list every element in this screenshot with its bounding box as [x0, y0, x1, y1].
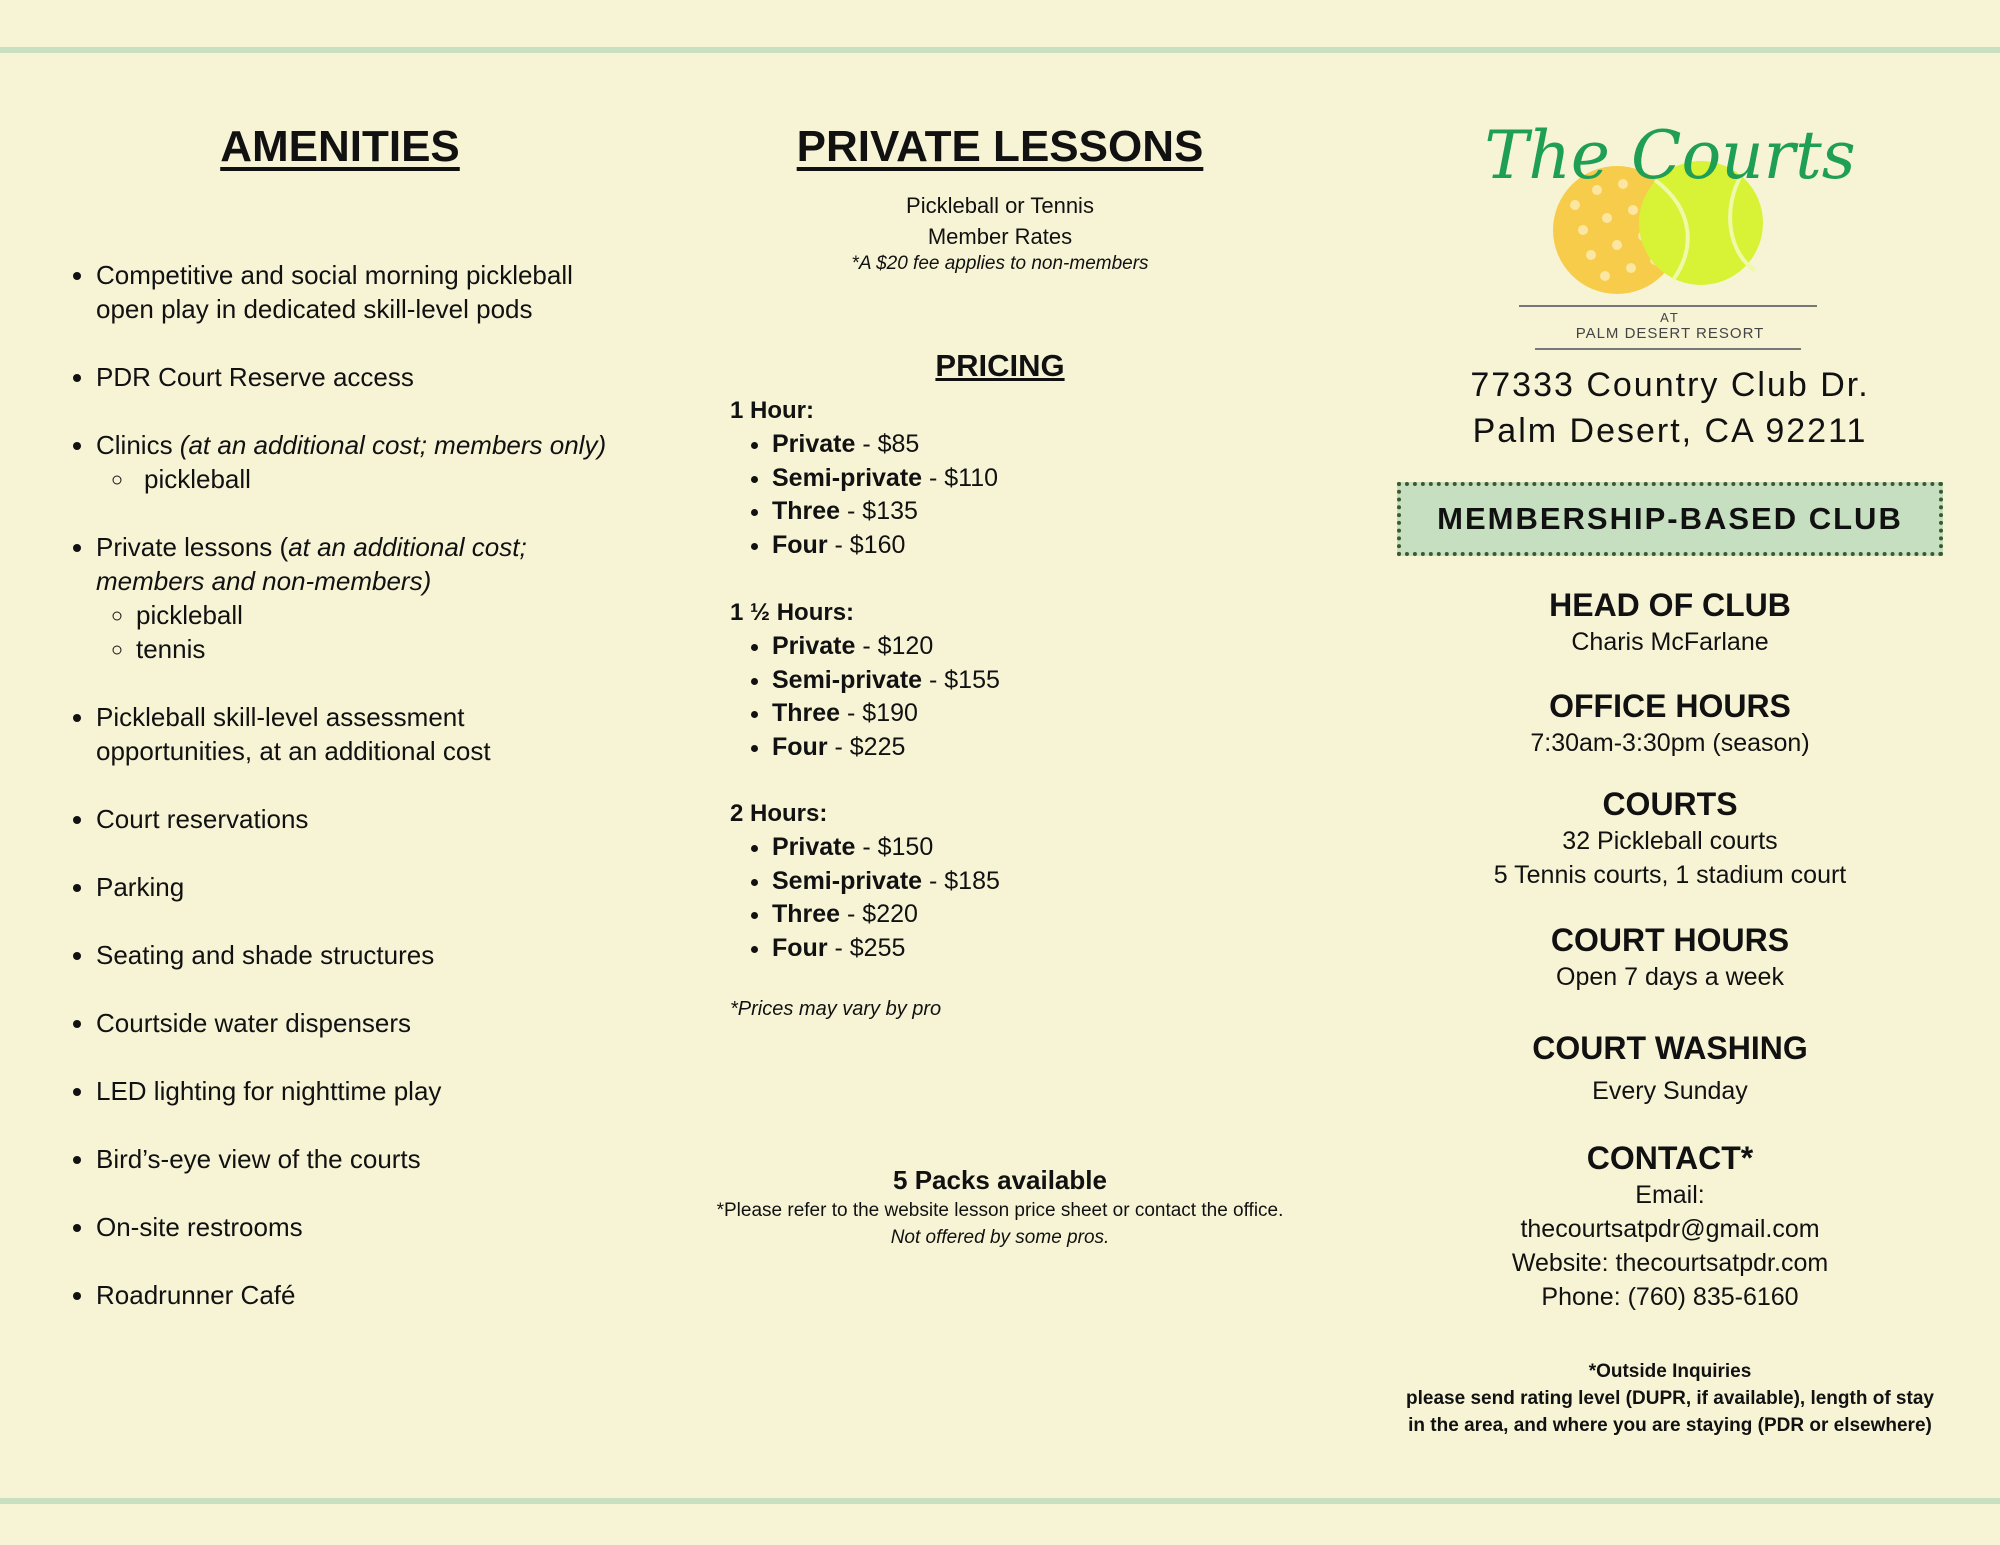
washing-title: COURT WASHING — [1532, 1030, 1808, 1066]
head-name: Charis McFarlane — [1571, 628, 1769, 656]
list-item: ◦ tennis — [136, 632, 616, 666]
the-courts-logo — [1484, 80, 1856, 360]
address-line-2: Palm Desert, CA 92211 — [1472, 412, 1868, 450]
price-row: • Private - $85 — [772, 428, 1290, 462]
price-row: • Private - $150 — [772, 831, 1290, 865]
contact-section — [1395, 1138, 1945, 1314]
price-row: • Four - $160 — [772, 529, 1290, 563]
fee-note: *A $20 fee applies to non-members — [851, 253, 1149, 274]
price-row: • Four - $225 — [772, 731, 1290, 765]
court-hours-title: COURT HOURS — [1550, 922, 1790, 958]
courts-line-1: 32 Pickleball courts — [1562, 827, 1778, 855]
website-link[interactable]: Website: thecourtsatpdr.com — [1511, 1249, 1829, 1277]
lessons-subtitle-rates: Member Rates — [927, 224, 1073, 249]
list-item: • Bird’s-eye view of the courts — [96, 1142, 616, 1176]
tier-heading: 1 ½ Hours: — [730, 599, 855, 626]
price-row: • Semi-private - $110 — [772, 462, 1290, 496]
price-row: • Three - $190 — [772, 697, 1290, 731]
amenities-title: AMENITIES — [220, 122, 460, 171]
private-label: Private lessons ( — [96, 532, 289, 562]
price-row: • Semi-private - $185 — [772, 865, 1290, 899]
price-row: • Three - $135 — [772, 495, 1290, 529]
lessons-subtitle-sport: Pickleball or Tennis — [906, 193, 1094, 218]
list-item: ◦ pickleball — [136, 462, 616, 496]
office-hours: 7:30am-3:30pm (season) — [1530, 729, 1810, 757]
tier-price-list — [730, 428, 1290, 562]
washing-day: Every Sunday — [1592, 1077, 1748, 1105]
packs-note: Not offered by some pros. — [890, 1227, 1110, 1248]
tier-price-list — [730, 831, 1290, 965]
court-hours-section — [1395, 920, 1945, 994]
list-item: • PDR Court Reserve access — [96, 360, 616, 394]
packs-section — [700, 1163, 1300, 1251]
outside-inquiries — [1395, 1358, 1945, 1439]
office-hours-section — [1395, 686, 1945, 760]
list-item — [96, 530, 616, 666]
list-item: • On-site restrooms — [96, 1210, 616, 1244]
email-link[interactable]: thecourtsatpdr@gmail.com — [1520, 1215, 1820, 1243]
phone-number[interactable]: Phone: (760) 835-6160 — [1541, 1283, 1799, 1311]
outside-title: *Outside Inquiries — [1588, 1361, 1752, 1382]
list-item: • LED lighting for nighttime play — [96, 1074, 616, 1108]
lessons-subtitle — [700, 190, 1300, 276]
court-hours: Open 7 days a week — [1556, 963, 1784, 991]
contact-title: CONTACT* — [1586, 1140, 1754, 1176]
membership-badge: MEMBERSHIP-BASED CLUB — [1397, 482, 1943, 556]
lessons-title: PRIVATE LESSONS — [796, 122, 1204, 171]
list-item — [96, 428, 616, 496]
clinics-label: Clinics — [96, 430, 180, 460]
price-row: • Private - $120 — [772, 630, 1290, 664]
logo-resort-text: PALM DESERT RESORT — [1575, 325, 1765, 342]
private-note: at an additional cost; members and non-members) — [96, 532, 527, 596]
list-item: • Courtside water dispensers — [96, 1006, 616, 1040]
clinics-sublist — [96, 462, 616, 496]
packs-title: 5 Packs available — [893, 1165, 1107, 1195]
outside-text: please send rating level (DUPR, if available), length of stay in the area, and where you are staying (PDR or elsewhere) — [1406, 1388, 1934, 1436]
tier-heading: 1 Hour: — [730, 397, 814, 424]
head-title: HEAD OF CLUB — [1549, 587, 1791, 623]
logo-script-text: The Courts — [1484, 117, 1856, 194]
private-sublist — [96, 598, 616, 666]
tier-heading: 2 Hours: — [730, 800, 828, 827]
office-title: OFFICE HOURS — [1549, 688, 1791, 724]
list-item: • Roadrunner Café — [96, 1278, 616, 1312]
court-washing-section — [1395, 1028, 1945, 1108]
pricing-title: PRICING — [935, 348, 1065, 383]
bottom-rule — [0, 1498, 2000, 1504]
list-item: • Parking — [96, 870, 616, 904]
list-item: • Court reservations — [96, 802, 616, 836]
top-rule — [0, 47, 2000, 53]
packs-text: *Please refer to the website lesson price sheet or contact the office. — [716, 1200, 1284, 1221]
price-row: • Four - $255 — [772, 932, 1290, 966]
pricing-tier-1-5-hours — [730, 596, 1290, 764]
email-label: Email: — [1635, 1181, 1705, 1209]
address — [1395, 362, 1945, 454]
courts-line-2: 5 Tennis courts, 1 stadium court — [1493, 861, 1847, 889]
head-of-club-section — [1395, 585, 1945, 659]
amenities-list — [60, 258, 616, 1346]
courts-section — [1395, 784, 1945, 892]
list-item: • Seating and shade structures — [96, 938, 616, 972]
list-item: • Pickleball skill-level assessment opportunities, at an additional cost — [96, 700, 616, 768]
price-note: *Prices may vary by pro — [730, 998, 942, 1020]
address-line-1: 77333 Country Club Dr. — [1470, 366, 1870, 404]
list-item: ◦ pickleball — [136, 598, 616, 632]
pricing-tier-2-hours — [730, 797, 1290, 965]
list-item: • Competitive and social morning pickleball open play in dedicated skill-level pods — [96, 258, 616, 326]
pricing-tier-1-hour — [730, 394, 1290, 562]
tier-price-list — [730, 630, 1290, 764]
clinics-note: (at an additional cost; members only) — [179, 430, 607, 460]
courts-title: COURTS — [1602, 786, 1738, 822]
logo-at-text: AT — [1660, 310, 1680, 325]
price-row: • Semi-private - $155 — [772, 664, 1290, 698]
price-row: • Three - $220 — [772, 898, 1290, 932]
